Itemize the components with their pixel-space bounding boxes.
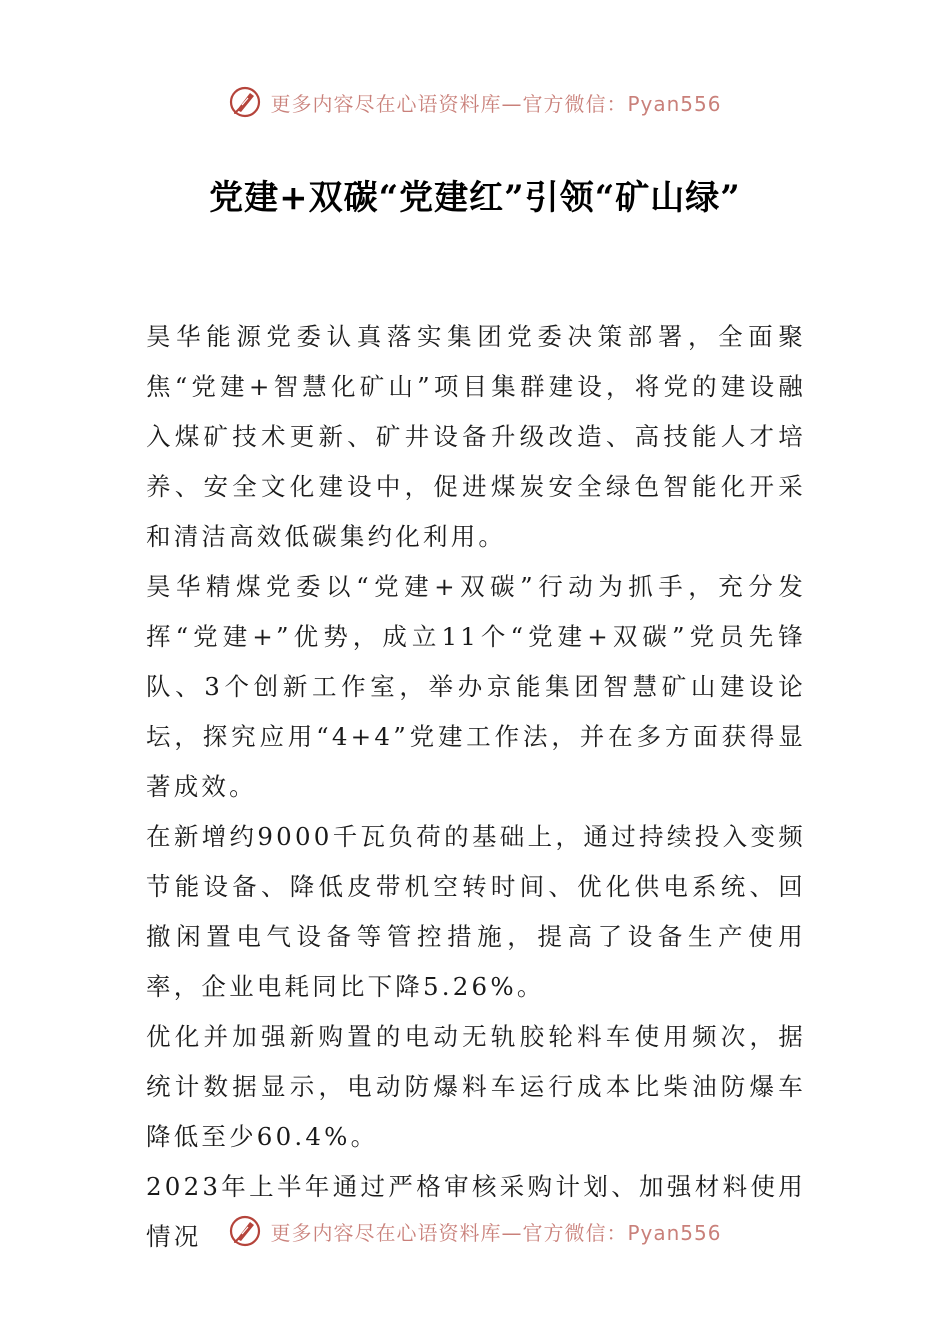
quill-pen-circle-icon: [228, 85, 262, 119]
watermark-text: 更多内容尽在心语资料库—官方微信：Pyan556: [270, 91, 722, 116]
quill-pen-circle-icon: [228, 1214, 262, 1248]
footer-watermark: [0, 1211, 950, 1251]
document-body: [146, 312, 806, 1262]
header-watermark: [0, 82, 950, 122]
watermark-text: 更多内容尽在心语资料库—官方微信：Pyan556: [270, 1220, 722, 1245]
paragraph: 2023年上半年通过严格审核采购计划、加强材料使用情况: [146, 1172, 806, 1251]
paragraph: 昊华能源党委认真落实集团党委决策部署，全面聚焦“党建+智慧化矿山”项目集群建设，将党的建设融入煤矿技术更新、矿井设备升级改造、高技能人才培养、安全文化建设中，促进煤炭安全绿色智能化开采和清洁高效低碳集约化利用。: [146, 322, 806, 551]
paragraph: 在新增约9000千瓦负荷的基础上，通过持续投入变频节能设备、降低皮带机空转时间、优化供电系统、回撤闲置电气设备等管控措施，提高了设备生产使用率，企业电耗同比下降5.26%。: [146, 822, 806, 1001]
paragraph: 昊华精煤党委以“党建+双碳”行动为抓手，充分发挥“党建+”优势，成立11个“党建+双碳”党员先锋队、3个创新工作室，举办京能集团智慧矿山建设论坛，探究应用“4+4”党建工作法，并在多方面获得显著成效。: [146, 572, 806, 801]
document-title: 党建+双碳“党建红”引领“矿山绿”: [209, 178, 741, 218]
paragraph: 优化并加强新购置的电动无轨胶轮料车使用频次，据统计数据显示，电动防爆料车运行成本比柴油防爆车降低至少60.4%。: [146, 1022, 806, 1151]
